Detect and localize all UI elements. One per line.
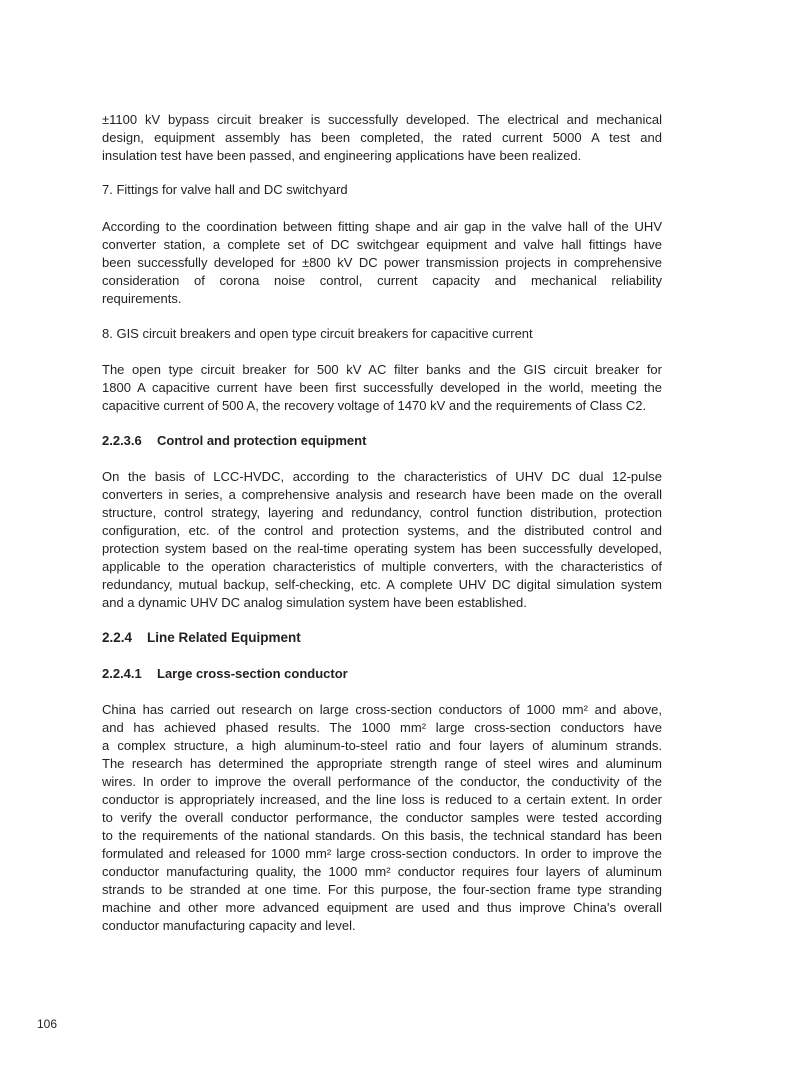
text-line: wires. In order to improve the overall performance of the conductor, the conductivity of the	[102, 774, 662, 789]
section-title: Control and protection equipment	[157, 433, 367, 448]
text-line: a complex structure, a high aluminum-to-steel ratio and four layers of aluminum strands.	[102, 738, 662, 753]
paragraph-control-protection	[102, 468, 662, 612]
paragraph-gis-breakers	[102, 361, 662, 415]
paragraph-bypass-breaker	[102, 111, 662, 165]
text-line: China has carried out research on large cross-section conductors of 1000 mm² and above,	[102, 702, 662, 717]
text-line: design, equipment assembly has been completed, the rated current 5000 A test and	[102, 130, 662, 145]
text-line: structure, control strategy, layering and redundancy, control function distribution, protection	[102, 505, 662, 520]
text-line: consideration of corona noise control, current capacity and mechanical reliability	[102, 273, 662, 288]
text-line: strands to be stranded at one time. For this purpose, the four-section frame type stranding	[102, 882, 662, 897]
text-line: to the requirements of the national standards. On this basis, the technical standard has been	[102, 828, 662, 843]
section-title: Large cross-section conductor	[157, 666, 348, 681]
text-line: been successfully developed for ±800 kV DC power transmission projects in comprehensive	[102, 255, 662, 270]
heading-2-2-4	[102, 629, 301, 647]
text-line: applicable to the operation characteristics of multiple converters, with the characteristics of	[102, 559, 662, 574]
paragraph-fittings	[102, 218, 662, 308]
text-line: to verify the overall conductor performance, the conductor samples were tested according	[102, 810, 662, 825]
text-line: insulation test have been passed, and engineering applications have been realized.	[102, 148, 582, 163]
page-number: 106	[37, 1017, 58, 1031]
section-number: 2.2.3.6	[102, 433, 142, 448]
heading-fittings: 7. Fittings for valve hall and DC switchyard	[102, 182, 348, 197]
heading-2-2-4-1	[102, 665, 348, 683]
text-line: converter station, a complete set of DC switchgear equipment and valve hall fittings have	[102, 237, 662, 252]
paragraph-conductor	[102, 701, 662, 935]
text-line: capacitive current of 500 A, the recovery voltage of 1470 kV and the requirements of Class C2.	[102, 398, 647, 413]
text-line: conductor is appropriately increased, and the line loss is reduced to a certain extent. In order	[102, 792, 662, 807]
heading-2-2-3-6	[102, 432, 366, 450]
section-title: Line Related Equipment	[147, 630, 301, 645]
text-line: The research has determined the appropriate strength range of steel wires and aluminum	[102, 756, 662, 771]
text-line: converters in series, a comprehensive analysis and research have been made on the overall	[102, 487, 662, 502]
text-line: formulated and released for 1000 mm² large cross-section conductors. In order to improve the	[102, 846, 662, 861]
text-line: According to the coordination between fitting shape and air gap in the valve hall of the UHV	[102, 219, 662, 234]
text-line: 1800 A capacitive current have been first successfully developed in the world, meeting the	[102, 380, 662, 395]
heading-gis-breakers: 8. GIS circuit breakers and open type circuit breakers for capacitive current	[102, 326, 533, 341]
text-line: redundancy, mutual backup, self-checking, etc. A complete UHV DC digital simulation system	[102, 577, 662, 592]
text-line: configuration, etc. of the control and protection systems, and the distributed control and	[102, 523, 662, 538]
text-line: On the basis of LCC-HVDC, according to the characteristics of UHV DC dual 12-pulse	[102, 469, 662, 484]
section-number: 2.2.4.1	[102, 666, 142, 681]
text-line: conductor manufacturing capacity and level.	[102, 918, 356, 933]
text-line: conductor manufacturing quality, the 1000 mm² conductor requires four layers of aluminum	[102, 864, 662, 879]
text-line: requirements.	[102, 291, 182, 306]
text-line: and has achieved phased results. The 1000 mm² large cross-section conductors have	[102, 720, 662, 735]
text-line: protection system based on the real-time operating system has been successfully developed,	[102, 541, 662, 556]
text-line: ±1100 kV bypass circuit breaker is successfully developed. The electrical and mechanical	[102, 112, 662, 127]
text-line: and a dynamic UHV DC analog simulation system have been established.	[102, 595, 527, 610]
section-number: 2.2.4	[102, 630, 133, 645]
text-line: The open type circuit breaker for 500 kV AC filter banks and the GIS circuit breaker for	[102, 362, 662, 377]
text-line: machine and other more advanced equipment are used and thus improve China's overall	[102, 900, 662, 915]
